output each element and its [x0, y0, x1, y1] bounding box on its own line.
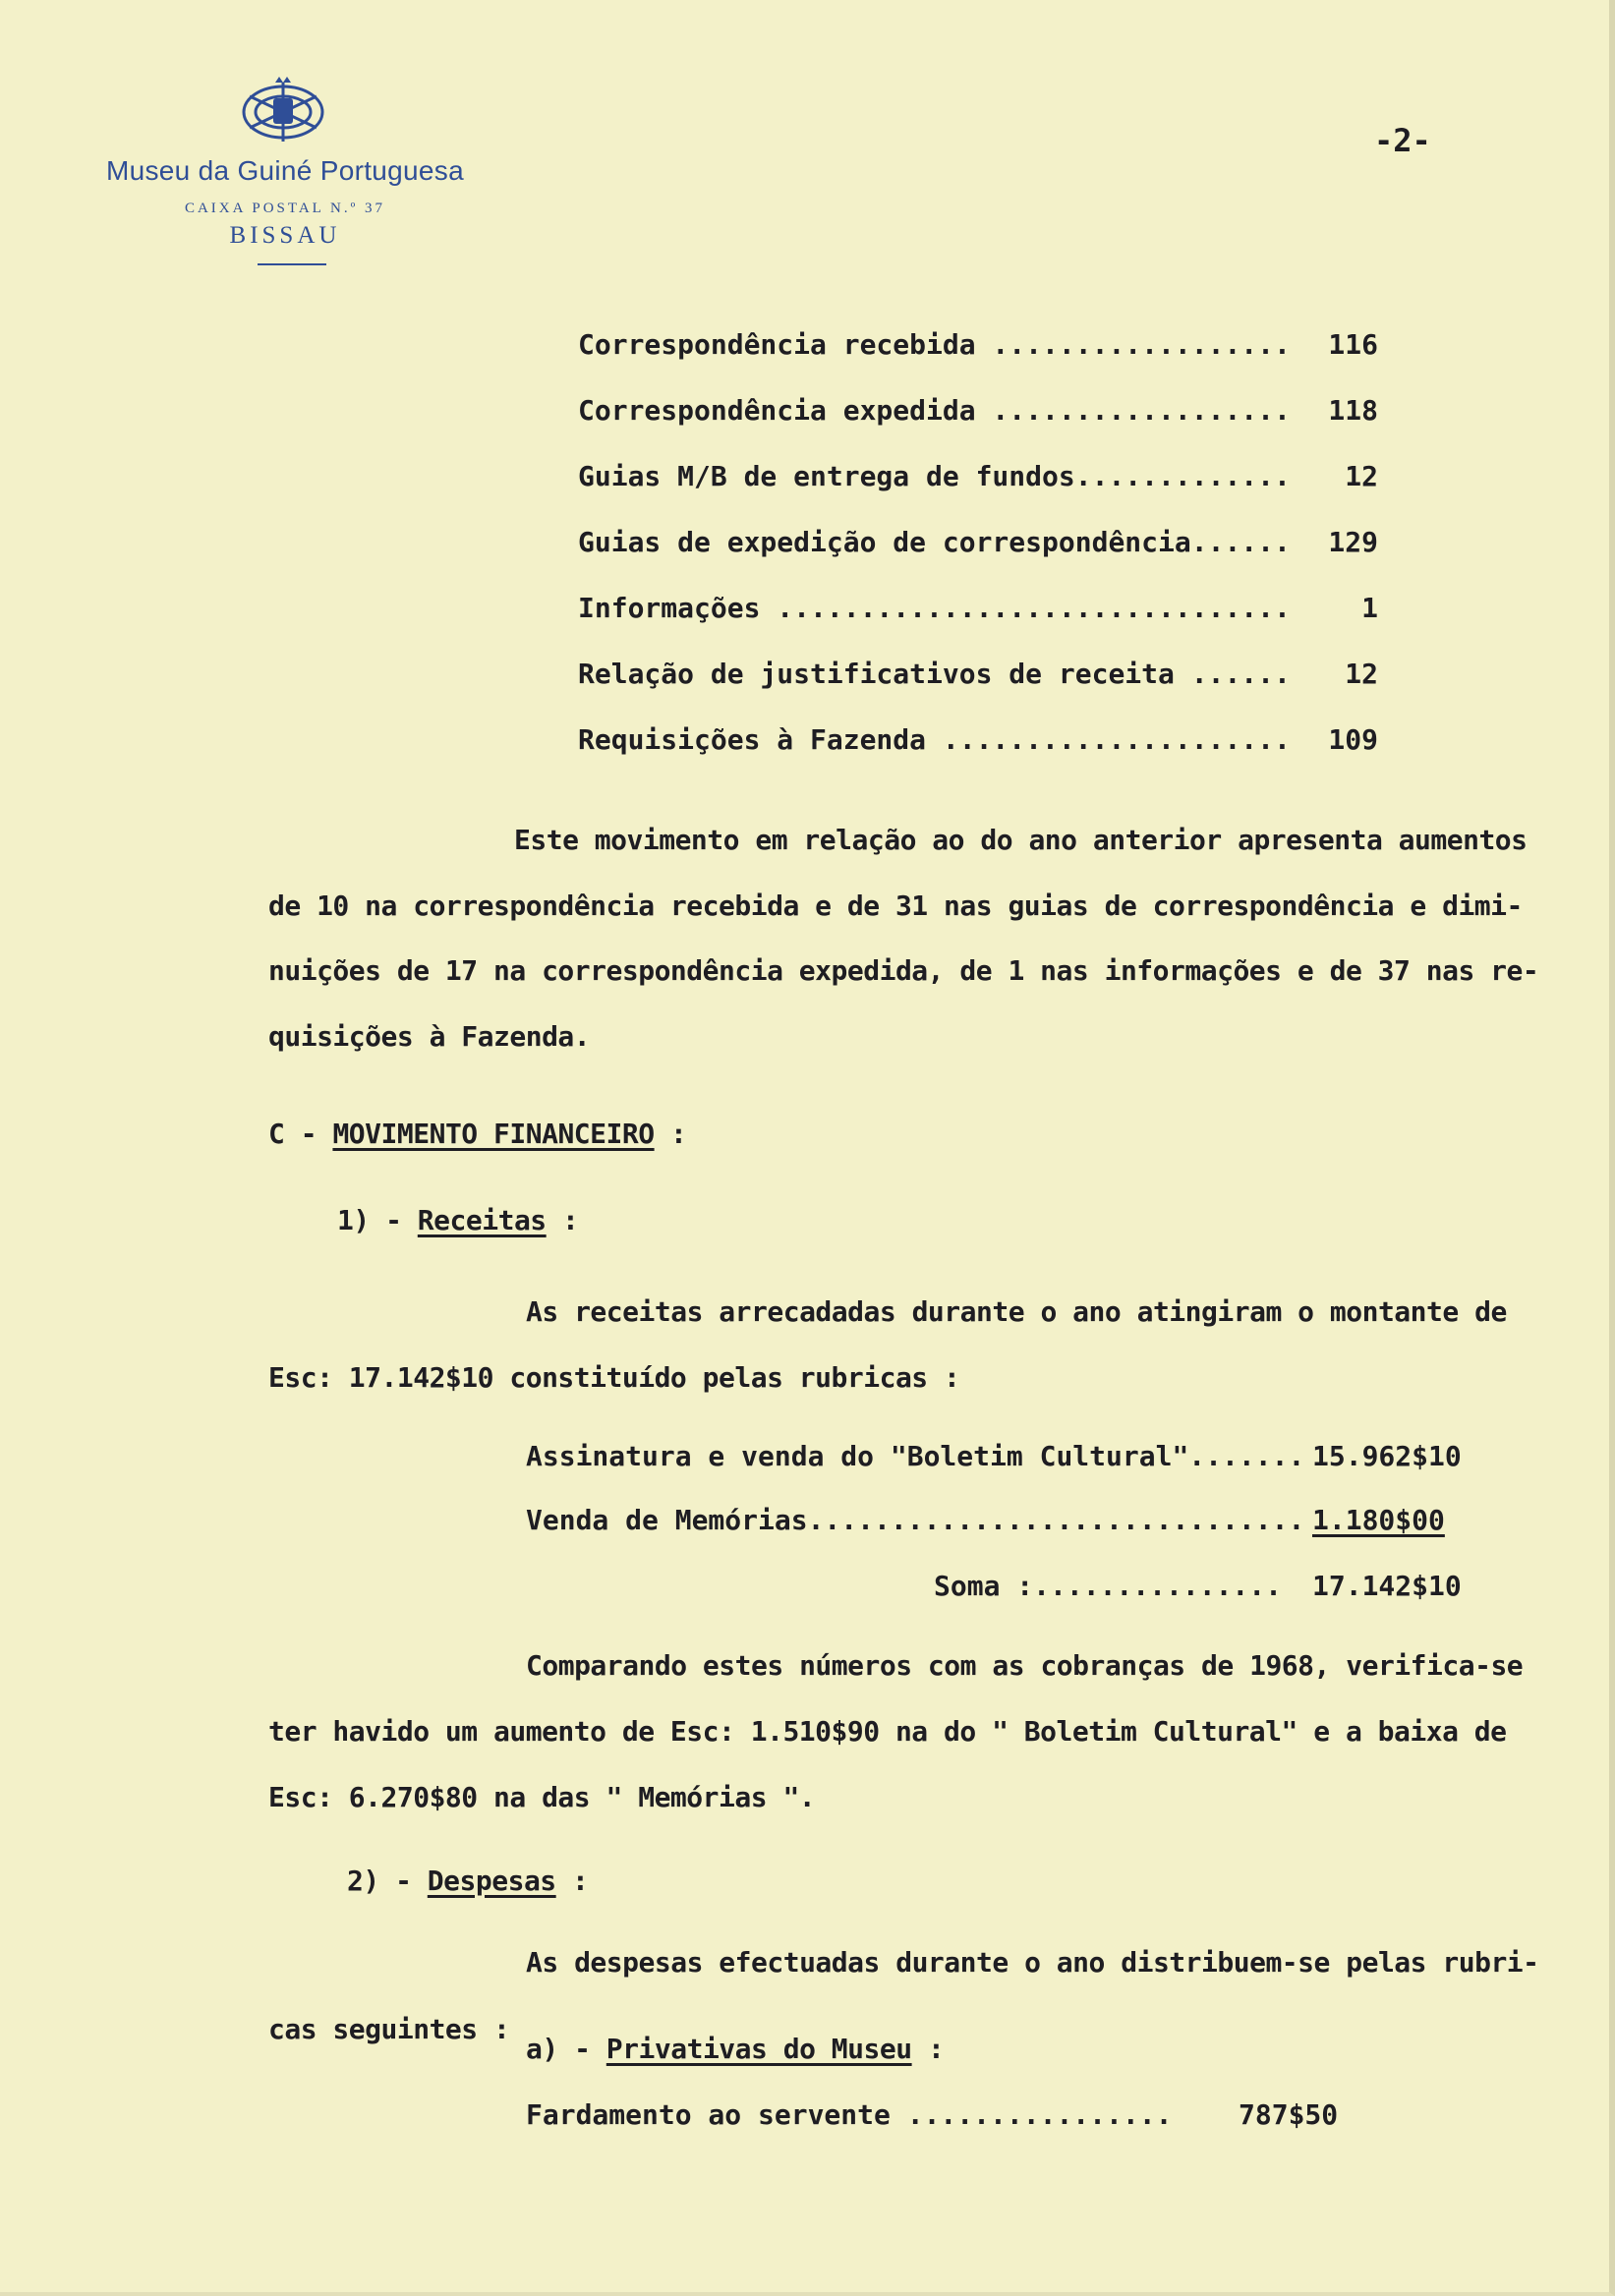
paragraph-line: quisições à Fazenda.	[268, 1020, 591, 1053]
stat-label: Correspondência recebida ..................	[578, 328, 1291, 361]
paragraph-line: cas seguintes :	[268, 2013, 510, 2045]
subsection-prefix: a) -	[526, 2033, 606, 2065]
letterhead-city: BISSAU	[229, 222, 341, 249]
page-number: -2-	[1374, 122, 1431, 159]
section-heading	[268, 1118, 686, 1150]
subsection-title: Receitas	[417, 1204, 547, 1236]
stat-value: 118	[1328, 394, 1378, 427]
subsection-heading	[337, 1204, 578, 1236]
section-prefix: C -	[268, 1118, 333, 1150]
paragraph-line: Comparando estes números com as cobranças de 1968, verifica-se	[526, 1649, 1524, 1682]
subsection-suffix: :	[911, 2033, 945, 2065]
total-label: Soma :...............	[934, 1570, 1283, 1602]
paragraph-line: ter havido um aumento de Esc: 1.510$90 na do " Boletim Cultural" e a baixa de	[268, 1715, 1507, 1748]
letterhead-postal-box: CAIXA POSTAL N.º 37	[184, 201, 386, 216]
paragraph-line: Este movimento em relação ao do ano anterior apresenta aumentos	[514, 824, 1528, 856]
receipt-value: 15.962$10	[1312, 1440, 1462, 1472]
subsection-prefix: 2) -	[347, 1865, 428, 1897]
receipt-label: Venda de Memórias..............................	[526, 1504, 1305, 1536]
total-value: 17.142$10	[1312, 1570, 1462, 1602]
paragraph-line: Esc: 17.142$10 constituído pelas rubricas :	[268, 1361, 960, 1394]
stat-value: 109	[1328, 723, 1378, 756]
stat-label: Requisições à Fazenda .....................	[578, 723, 1291, 756]
subsection-prefix: 1) -	[337, 1204, 418, 1236]
paragraph-line: nuições de 17 na correspondência expedida, de 1 nas informações e de 37 nas re-	[268, 954, 1539, 987]
letterhead-rule	[258, 263, 326, 265]
stat-value: 12	[1345, 460, 1378, 492]
section-suffix: :	[654, 1118, 687, 1150]
stat-label: Relação de justificativos de receita ......	[578, 658, 1291, 690]
paragraph-line: Esc: 6.270$80 na das " Memórias ".	[268, 1781, 816, 1813]
receipt-value: 1.180$00	[1312, 1504, 1445, 1536]
stat-value: 116	[1328, 328, 1378, 361]
stat-label: Informações ...............................	[578, 592, 1291, 624]
stat-value: 12	[1345, 658, 1378, 690]
expense-label: Fardamento ao servente ................	[526, 2098, 1173, 2131]
subsection-title: Despesas	[427, 1865, 556, 1897]
stat-value: 1	[1361, 592, 1378, 624]
paragraph-line: de 10 na correspondência recebida e de 31 nas guias de correspondência e dimi-	[268, 890, 1523, 922]
coat-of-arms-icon	[236, 77, 330, 149]
subsection-suffix: :	[555, 1865, 589, 1897]
stat-label: Guias de expedição de correspondência......	[578, 526, 1291, 558]
receipt-label: Assinatura e venda do "Boletim Cultural".......	[526, 1440, 1305, 1472]
section-title: MOVIMENTO FINANCEIRO	[332, 1118, 655, 1150]
paragraph-line: As receitas arrecadadas durante o ano atingiram o montante de	[526, 1295, 1507, 1328]
subsection-heading	[347, 1865, 588, 1897]
stat-label: Correspondência expedida ..................	[578, 394, 1291, 427]
letterhead-name: Museu da Guiné Portuguesa	[106, 155, 464, 186]
stat-value: 129	[1328, 526, 1378, 558]
subsection-heading	[526, 2033, 944, 2065]
subsection-suffix: :	[546, 1204, 579, 1236]
stat-label: Guias M/B de entrega de fundos.............	[578, 460, 1291, 492]
subsection-title: Privativas do Museu	[606, 2033, 912, 2065]
expense-value: 787$50	[1239, 2098, 1339, 2131]
paragraph-line: As despesas efectuadas durante o ano distribuem-se pelas rubri-	[526, 1946, 1539, 1979]
